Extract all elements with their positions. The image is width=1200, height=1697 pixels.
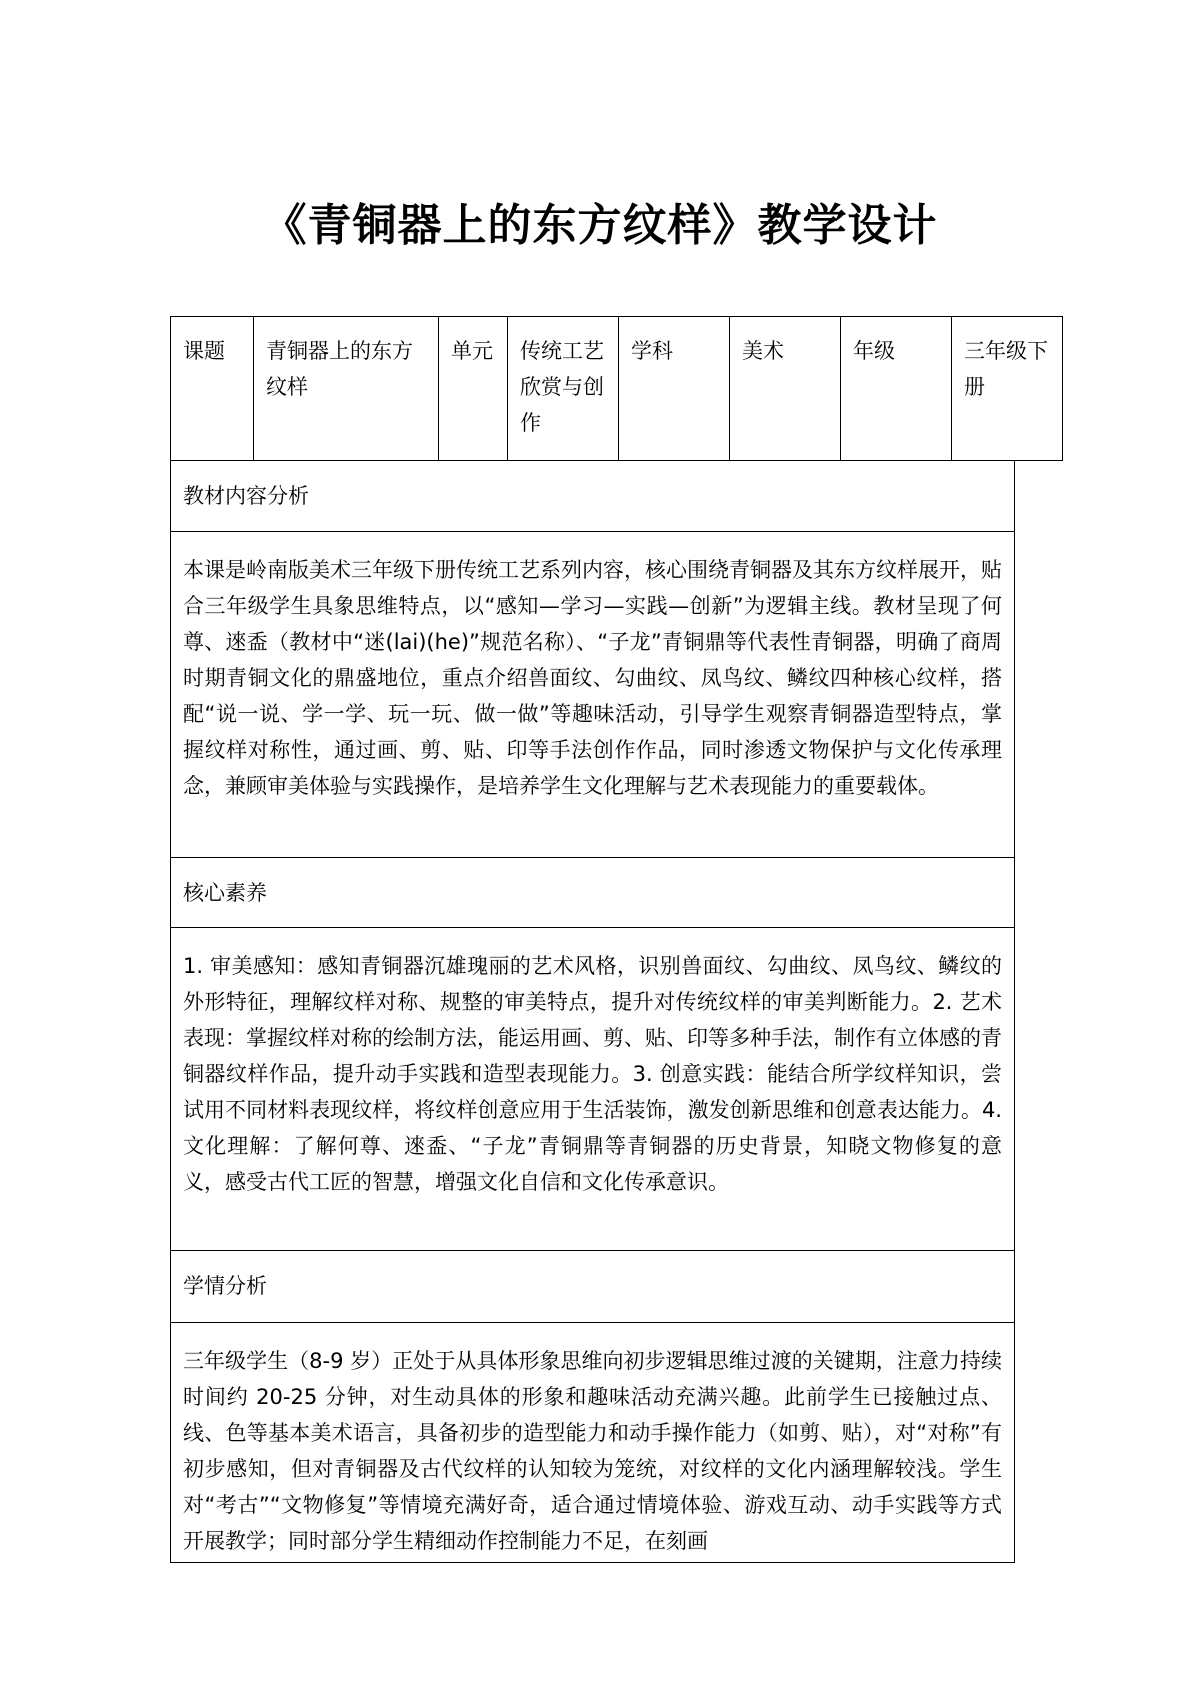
learner-analysis-text: 三年级学生（8-9 岁）正处于从具体形象思维向初步逻辑思维过渡的关键期，注意力持续时间约 20-25 分钟，对生动具体的形象和趣味活动充满兴趣。此前学生已接触过点、线、色等基本美术语言，具备初步的造型能力和动手操作能力（如剪、贴），对“对称”有初步感知，但对青铜器及古代纹样的认知较为笼统，对纹样的文化内涵理解较浅。学生对“考古”“文物修复”等情境充满好奇，适合通过情境体验、游戏互动、动手实践等方式开展教学；同时部分学生精细动作控制能力不足，在刻画 (183, 1349, 1002, 1553)
subject-title-value: 青铜器上的东方纹样 (254, 317, 439, 461)
lesson-info-row (171, 317, 1063, 461)
learner-analysis-heading: 学情分析 (183, 1274, 267, 1298)
material-analysis-heading-cell (170, 461, 1015, 532)
discipline-label: 学科 (619, 317, 730, 461)
grade-value: 三年级下册 (952, 317, 1063, 461)
material-analysis-text: 本课是岭南版美术三年级下册传统工艺系列内容，核心围绕青铜器及其东方纹样展开，贴合三年级学生具象思维特点，以“感知—学习—实践—创新”为逻辑主线。教材呈现了何尊、逨盉（教材中“迷(lai)(he)”规范名称）、“子龙”青铜鼎等代表性青铜器，明确了商周时期青铜文化的鼎盛地位，重点介绍兽面纹、勾曲纹、凤鸟纹、鳞纹四种核心纹样，搭配“说一说、学一学、玩一玩、做一做”等趣味活动，引导学生观察青铜器造型特点，掌握纹样对称性，通过画、剪、贴、印等手法创作作品，同时渗透文物保护与文化传承理念，兼顾审美体验与实践操作，是培养学生文化理解与艺术表现能力的重要载体。 (183, 558, 1002, 798)
core-literacy-heading: 核心素养 (183, 881, 267, 905)
core-literacy-body-cell (170, 928, 1015, 1251)
discipline-value: 美术 (730, 317, 841, 461)
unit-label: 单元 (439, 317, 508, 461)
lesson-info-table (170, 316, 1063, 461)
material-analysis-heading: 教材内容分析 (183, 484, 309, 508)
material-analysis-body-cell (170, 532, 1015, 858)
learner-analysis-heading-cell (170, 1251, 1015, 1323)
learner-analysis-body-cell (170, 1323, 1015, 1563)
unit-value: 传统工艺欣赏与创作 (508, 317, 619, 461)
document-title: 《青铜器上的东方纹样》教学设计 (262, 200, 938, 251)
subject-title-label: 课题 (171, 317, 254, 461)
grade-label: 年级 (841, 317, 952, 461)
core-literacy-text: 1. 审美感知：感知青铜器沉雄瑰丽的艺术风格，识别兽面纹、勾曲纹、凤鸟纹、鳞纹的外形特征，理解纹样对称、规整的审美特点，提升对传统纹样的审美判断能力。2. 艺术表现：掌握纹样对称的绘制方法，能运用画、剪、贴、印等多种手法，制作有立体感的青铜器纹样作品，提升动手实践和造型表现能力。3. 创意实践：能结合所学纹样知识，尝试用不同材料表现纹样，将纹样创意应用于生活装饰，激发创新思维和创意表达能力。4. 文化理解：了解何尊、逨盉、“子龙”青铜鼎等青铜器的历史背景，知晓文物修复的意义，感受古代工匠的智慧，增强文化自信和文化传承意识。 (183, 954, 1002, 1194)
core-literacy-heading-cell (170, 858, 1015, 928)
